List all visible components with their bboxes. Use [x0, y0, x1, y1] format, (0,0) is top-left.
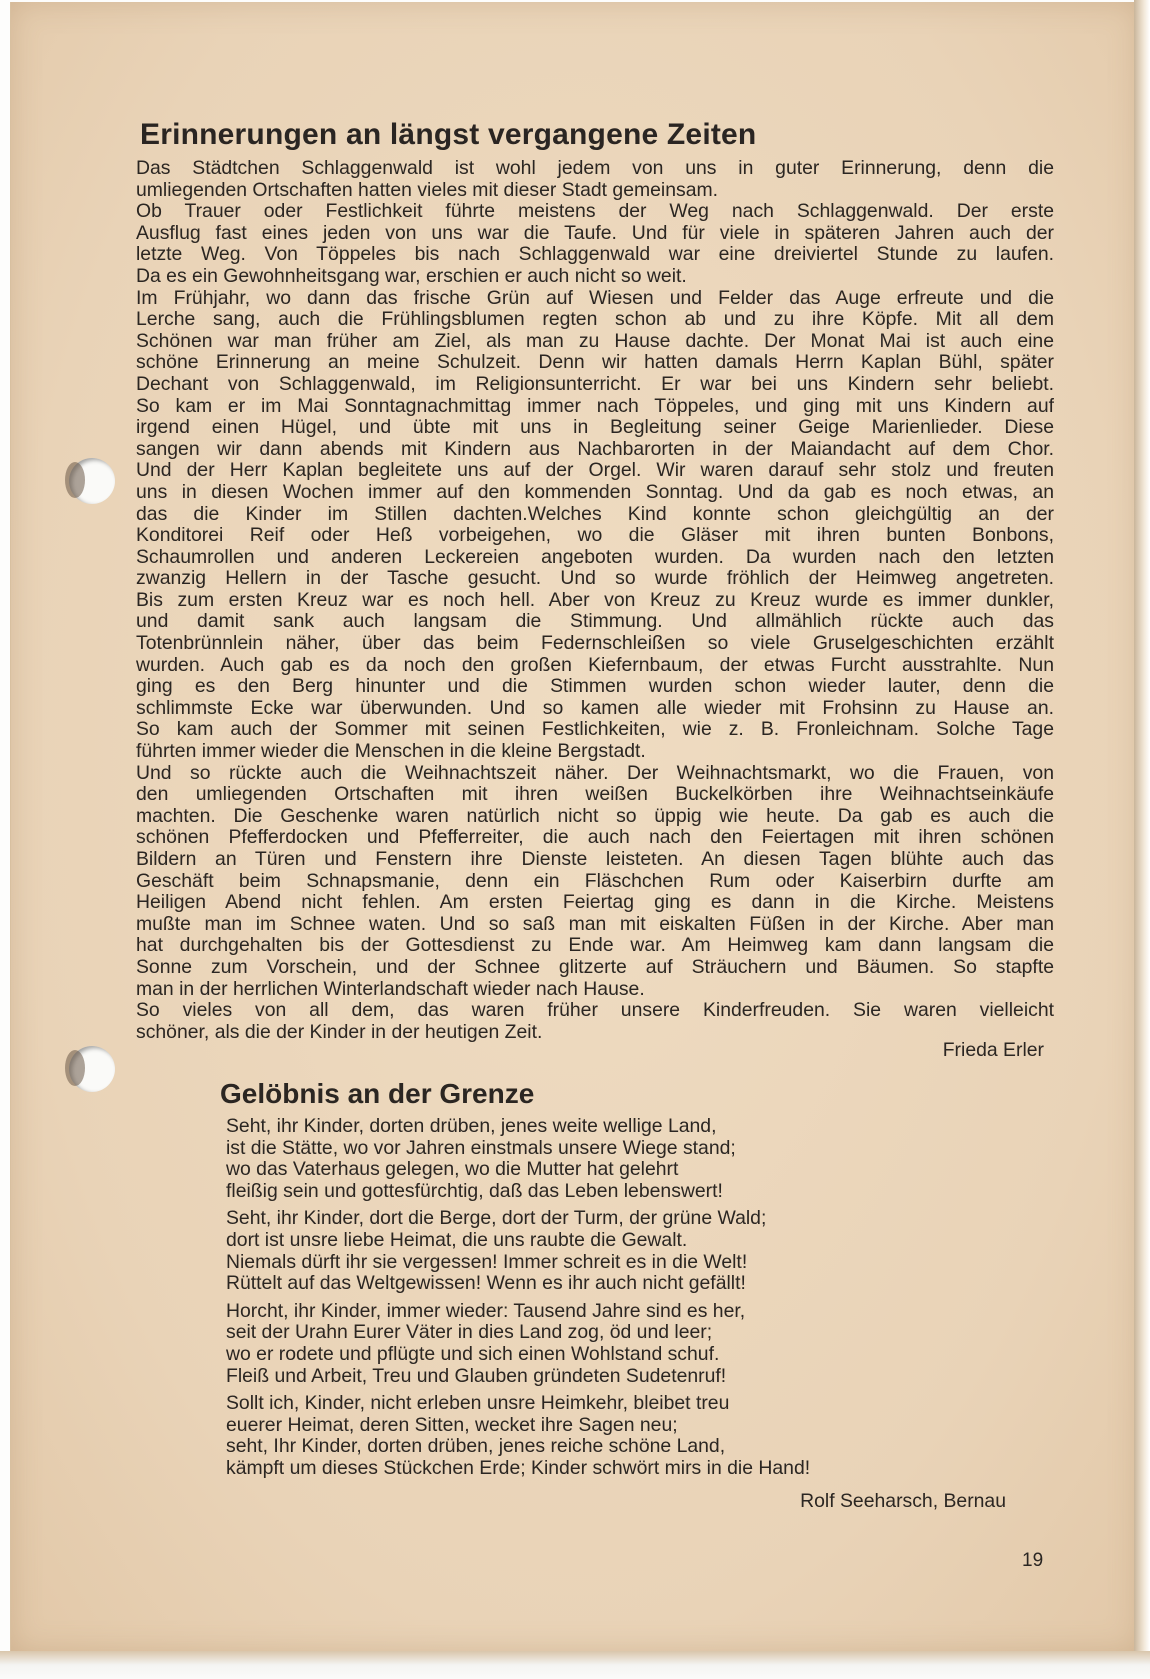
article-line: Bis zum ersten Kreuz war es noch hell. Aber von Kreuz zu Kreuz wurde es immer dunkler,: [136, 589, 1054, 611]
article-line: Im Frühjahr, wo dann das frische Grün auf Wiesen und Felder das Auge erfreute und die: [136, 287, 1054, 309]
punch-hole-top: [69, 458, 115, 504]
article-line: Ob Trauer oder Festlichkeit führte meistens der Weg nach Schlaggenwald. Der erste: [136, 201, 1054, 223]
article-line: Sonne zum Vorschein, und der Schnee glitzerte auf Sträuchern und Bäumen. So stapfte: [136, 956, 1054, 978]
article-line: Bildern an Türen und Fenstern ihre Dienste leisteten. An diesen Tagen blühte auch das: [136, 849, 1054, 870]
article-line: führten immer wieder die Menschen in die kleine Bergstadt.: [136, 741, 646, 763]
poem-line: ist die Stätte, wo vor Jahren einstmals unsere Wiege stand;: [226, 1136, 736, 1159]
article-line: Totenbrünnlein näher, über das beim Federnschleißen so viele Gruselgeschichten erzählt: [136, 633, 1054, 655]
poem-body: [220, 1116, 1020, 1480]
article-line: Das Städtchen Schlaggenwald ist wohl jedem von uns in guter Erinnerung, denn die: [136, 158, 1054, 179]
article-line: uns in diesen Wochen immer auf den kommenden Sonntag. Und da gab es noch etwas, an: [136, 481, 1054, 503]
page-number: 19: [1022, 1550, 1044, 1571]
article-line: schlimmste Ecke war überwunden. Und so kamen alle wieder mit Frohsinn zu Hause an.: [136, 697, 1054, 719]
poem-line: wo das Vaterhaus gelegen, wo die Mutter hat gelehrt: [226, 1158, 679, 1181]
poem-line: Horcht, ihr Kinder, immer wieder: Tausend Jahre sind es her,: [226, 1299, 746, 1322]
article-line: Geschäft beim Schnapsmanie, denn ein Fläschchen Rum oder Kaiserbirn durfte am: [136, 870, 1054, 892]
poem-line: wo er rodete und pflügte und sich einen Wohlstand schuf.: [226, 1342, 720, 1365]
poem-line: Niemals dürft ihr sie vergessen! Immer schreit es in die Welt!: [226, 1250, 748, 1273]
article-line: mußte man im Schnee waten. Und so saß man mit eiskalten Füßen in der Kirche. Aber man: [136, 913, 1054, 935]
poem-line: Seht, ihr Kinder, dort die Berge, dort der Turm, der grüne Wald;: [226, 1207, 767, 1230]
punch-hole-bottom: [69, 1046, 115, 1092]
article-line: zwanzig Hellern in der Tasche gesucht. Und so wurde fröhlich der Heimweg angetreten.: [136, 568, 1054, 590]
article-line: irgend einen Hügel, und übte mit uns in Begleitung seiner Geige Marienlieder. Diese: [136, 417, 1054, 439]
article-line: machten. Die Geschenke waren natürlich nicht so üppig wie heute. Da gab es auch die: [136, 805, 1054, 827]
poem-line: Fleiß und Arbeit, Treu und Glauben gründeten Sudetenruf!: [226, 1364, 727, 1387]
article-line: letzte Weg. Von Töppeles bis nach Schlaggenwald war eine dreiviertel Stunde zu laufen.: [136, 244, 1054, 266]
poem-title: Gelöbnis an der Grenze: [220, 1078, 535, 1109]
page-edge-bottom: [0, 1651, 1150, 1679]
article-line: Konditorei Reif oder Heß vorbeigehen, wo die Gläser mit ihren bunten Bonbons,: [136, 525, 1054, 547]
article-line: Ausflug fast eines jeden von uns war die Taufe. Und für viele in späteren Jahren auch der: [136, 222, 1054, 244]
article-line: Schaumrollen und anderen Leckereien angeboten wurden. Da wurden nach den letzten: [136, 546, 1054, 568]
article-line: Schönen war man früher am Ziel, als man zu Hause dachte. Der Monat Mai ist auch eine: [136, 330, 1054, 352]
article-line: Da es ein Gewohnheitsgang war, erschien er auch nicht so weit.: [136, 265, 687, 287]
article-line: So kam auch der Sommer mit seinen Festlichkeiten, wie z. B. Fronleichnam. Solche Tage: [136, 719, 1054, 741]
poem-stanza: [226, 1116, 1020, 1202]
article-line: sangen wir dann abends mit Kindern aus Nachbarorten in der Maiandacht auf dem Chor.: [136, 438, 1054, 460]
poem-stanza: [226, 1208, 1020, 1294]
poem-line: seit der Urahn Eurer Väter in dies Land zog, öd und leer;: [226, 1321, 713, 1344]
poem-stanza: [226, 1393, 1020, 1479]
article-line: und damit sank auch langsam die Stimmung. Und allmählich rückte auch das: [136, 611, 1054, 633]
poem-line: fleißig sein und gottesfürchtig, daß das Leben lebenswert!: [226, 1179, 723, 1202]
article-body: [136, 158, 1054, 1043]
article-line: Und so rückte auch die Weihnachtszeit näher. Der Weihnachtsmarkt, wo die Frauen, von: [136, 762, 1054, 784]
article-line: Und der Herr Kaplan begleitete uns auf der Orgel. Wir waren darauf sehr stolz und freuten: [136, 460, 1054, 482]
article-line: den umliegenden Ortschaften mit ihren weißen Buckelkörben ihre Weihnachtseinkäufe: [136, 784, 1054, 806]
poem-line: euerer Heimat, deren Sitten, wecket ihre Sagen neu;: [226, 1413, 678, 1436]
poem-line: seht, Ihr Kinder, dorten drüben, jenes reiche schöne Land,: [226, 1435, 726, 1458]
article-line: das die Kinder im Stillen dachten.Welches Kind konnte schon gleichgültig an der: [136, 503, 1054, 525]
article-line: Dechant von Schlaggenwald, im Religionsunterricht. Er war bei uns Kindern sehr beliebt.: [136, 373, 1054, 395]
article: [136, 118, 1054, 1062]
poem-line: kämpft um dieses Stückchen Erde; Kinder schwört mirs in die Hand!: [226, 1456, 811, 1479]
poem-line: Seht, ihr Kinder, dorten drüben, jenes weite wellige Land,: [226, 1115, 717, 1137]
page-edge-right: [1134, 0, 1150, 1679]
article-line: So kam er im Mai Sonntagnachmittag immer nach Töppeles, und ging mit uns Kindern auf: [136, 395, 1054, 417]
article-line: Lerche sang, auch die Frühlingsblumen regten schon ab und zu ihre Köpfe. Mit all dem: [136, 309, 1054, 331]
article-line: schönen Pfefferdocken und Pfefferreiter, die auch nach den Feiertagen mit ihren schönen: [136, 827, 1054, 849]
poem: [220, 1078, 1020, 1513]
article-line: So vieles von all dem, das waren früher unsere Kinderfreuden. Sie waren vielleicht: [136, 1000, 1054, 1022]
article-line: man in der herrlichen Winterlandschaft wieder nach Hause.: [136, 978, 645, 1000]
poem-author: Rolf Seeharsch, Bernau: [800, 1489, 1006, 1512]
poem-stanza: [226, 1301, 1020, 1387]
article-line: schöne Erinnerung an meine Schulzeit. Denn wir hatten damals Herrn Kaplan Bühl, später: [136, 352, 1054, 374]
article-line: schöner, als die der Kinder in der heutigen Zeit.: [136, 1021, 543, 1043]
article-line: ging es den Berg hinunter und die Stimmen wurden schon wieder lauter, denn die: [136, 676, 1054, 698]
poem-line: Rüttelt auf das Weltgewissen! Wenn es ihr auch nicht gefällt!: [226, 1272, 746, 1295]
article-line: Heiligen Abend nicht fehlen. Am ersten Feiertag ging es dann in die Kirche. Meistens: [136, 892, 1054, 914]
article-title: Erinnerungen an längst vergangene Zeiten: [140, 118, 757, 151]
poem-line: Sollt ich, Kinder, nicht erleben unsre Heimkehr, bleibet treu: [226, 1392, 730, 1415]
article-line: wurden. Auch gab es da noch den großen Kiefernbaum, der etwas Furcht ausstrahlte. Nun: [136, 654, 1054, 676]
article-line: umliegenden Ortschaften hatten vieles mit dieser Stadt gemeinsam.: [136, 179, 719, 201]
article-line: hat durchgehalten bis der Gottesdienst zu Ende war. Am Heimweg kam dann langsam die: [136, 935, 1054, 957]
poem-line: dort ist unsre liebe Heimat, die uns raubte die Gewalt.: [226, 1228, 688, 1251]
article-author: Frieda Erler: [942, 1039, 1044, 1062]
